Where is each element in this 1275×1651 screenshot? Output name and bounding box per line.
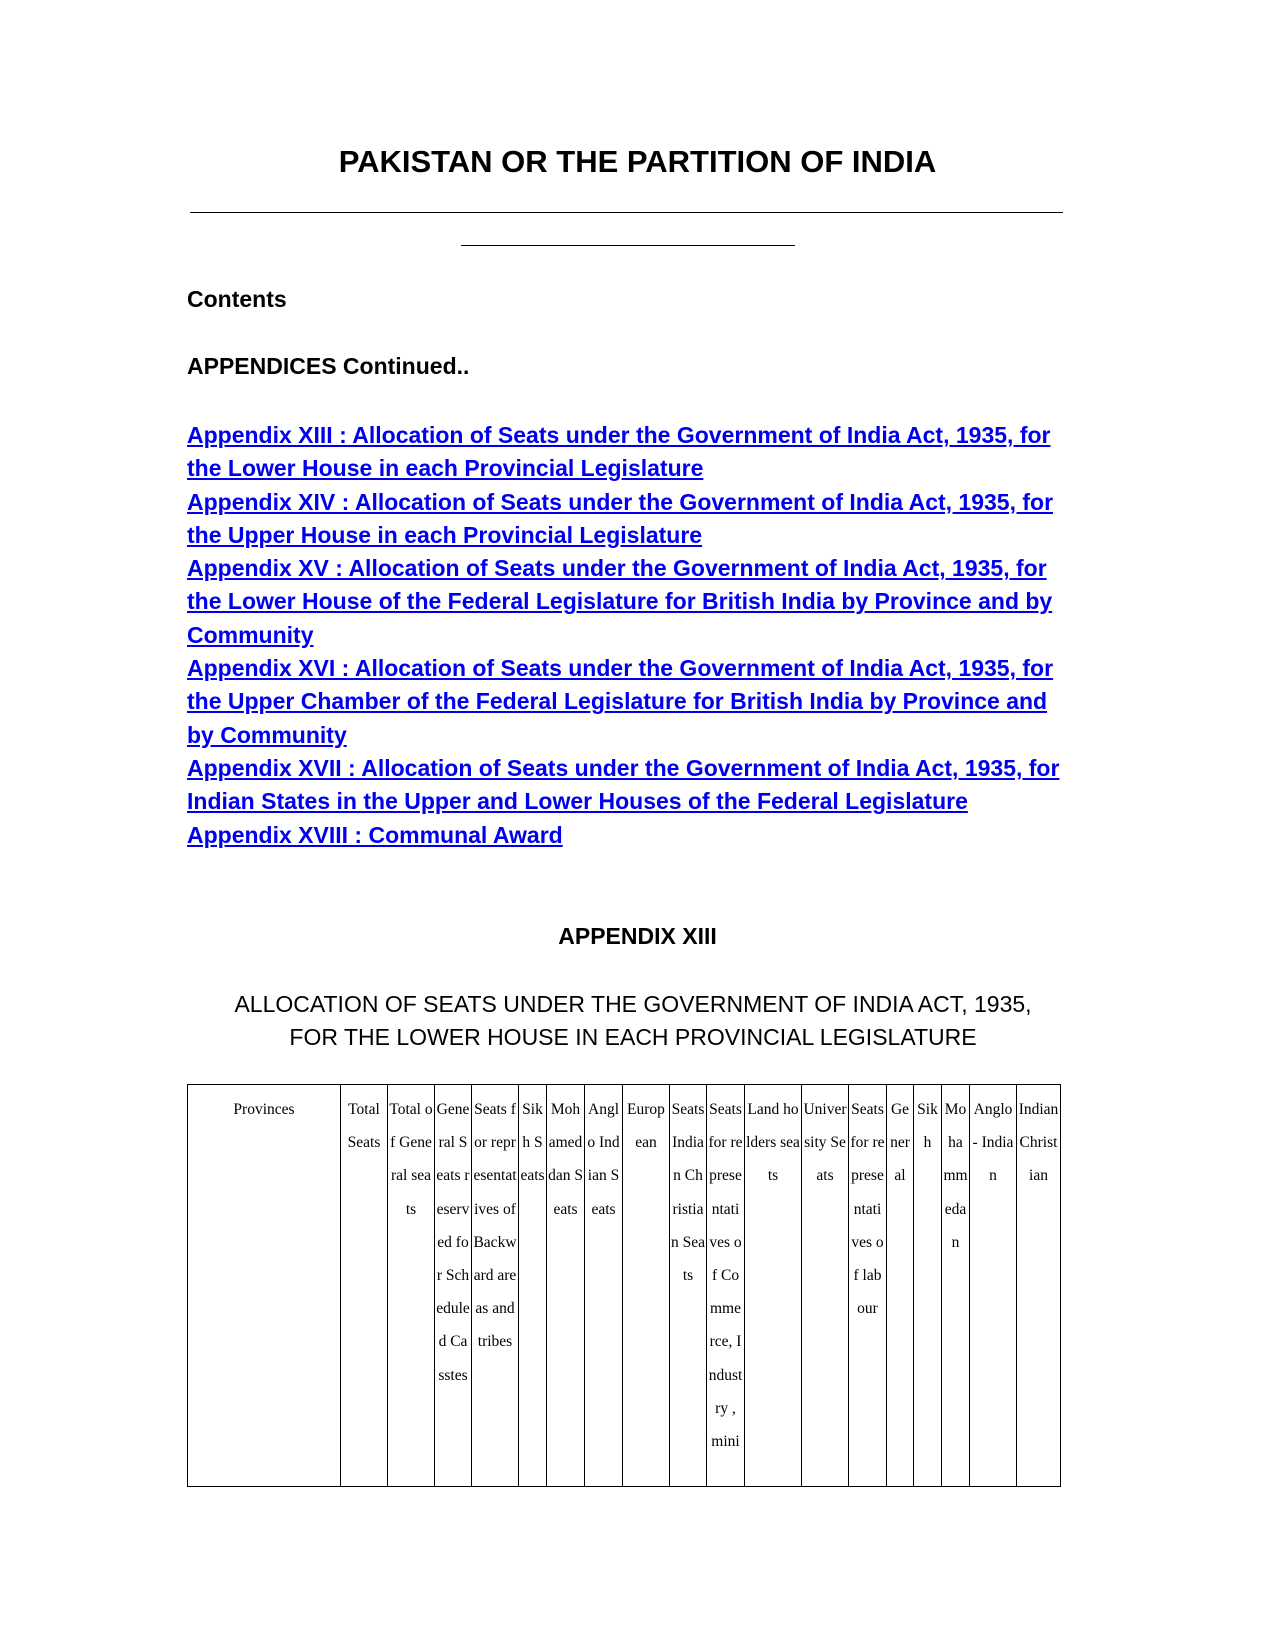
column-header: SeatsIndian Christian Seats <box>670 1085 707 1487</box>
contents-item <box>187 486 1087 553</box>
divider-line <box>190 212 1063 213</box>
column-header: Provinces <box>188 1085 341 1487</box>
link-appendix-xiv[interactable]: Appendix XIV : Allocation of Seats under the Government of India Act, 1935, for the Upper House in each Provincial Legislature <box>187 488 1054 548</box>
link-appendix-xviii[interactable]: Appendix XVIII : Communal Award <box>187 821 563 848</box>
column-header: University Seats <box>802 1085 849 1487</box>
contents-item <box>187 652 1067 752</box>
appendix-title: APPENDIX XIII <box>558 923 717 949</box>
column-header: Seats for representatives of labour <box>849 1085 887 1487</box>
link-appendix-xv[interactable]: Appendix XV : Allocation of Seats under the Government of India Act, 1935, for the Lower House of the Federal Legislature for British India by Province and by Community <box>187 555 1053 648</box>
link-appendix-xvii[interactable]: Appendix XVII : Allocation of Seats under the Government of India Act, 1935, for Indian States in the Upper and Lower Houses of the Federal Legislature <box>187 754 1060 815</box>
column-header: Land holders seats <box>745 1085 802 1487</box>
column-header: Sikh Seats <box>519 1085 547 1487</box>
column-header: Seats for representatives of Backward areas and tribes <box>472 1085 519 1487</box>
column-header: Sikh <box>914 1085 942 1487</box>
column-header: Mohammedan <box>942 1085 970 1487</box>
contents-list <box>187 419 1087 852</box>
section-heading: APPENDICES Continued.. <box>187 353 470 379</box>
divider-line-short <box>461 245 795 246</box>
contents-item <box>187 819 1087 852</box>
column-header: Mohameddan Seats <box>547 1085 585 1487</box>
seat-allocation-table <box>187 1084 1061 1487</box>
column-header: Seats for representatives of Commerce, Industry , mini <box>707 1085 745 1487</box>
page-title: PAKISTAN OR THE PARTITION OF INDIA <box>338 144 937 179</box>
column-header: Indian Christian <box>1017 1085 1061 1487</box>
appendix-subtitle: ALLOCATION OF SEATS UNDER THE GOVERNMENT OF INDIA ACT, 1935, FOR THE LOWER HOUSE IN EACH PROVINCIAL LEGISLATURE <box>234 991 1032 1050</box>
contents-item <box>187 752 1087 819</box>
column-header: General <box>887 1085 914 1487</box>
table-header-row <box>188 1085 1061 1487</box>
link-appendix-xiii[interactable]: Appendix XIII : Allocation of Seats under the Government of India Act, 1935, for the Lower House in each Provincial Legislature <box>187 422 1051 482</box>
column-header: General Seats reserved for Scheduled Casstes <box>435 1085 472 1487</box>
contents-item <box>187 419 1087 486</box>
contents-heading: Contents <box>187 286 287 312</box>
contents-item <box>187 552 1087 652</box>
column-header: Anglo - Indian <box>970 1085 1017 1487</box>
link-appendix-xvi[interactable]: Appendix XVI : Allocation of Seats under the Government of India Act, 1935, for the Upper Chamber of the Federal Legislature for British India by Province and by Community <box>187 655 1054 748</box>
column-header: Total of General seats <box>388 1085 435 1487</box>
column-header: Total Seats <box>341 1085 388 1487</box>
column-header: European <box>623 1085 670 1487</box>
column-header: Anglo Indian Seats <box>585 1085 623 1487</box>
